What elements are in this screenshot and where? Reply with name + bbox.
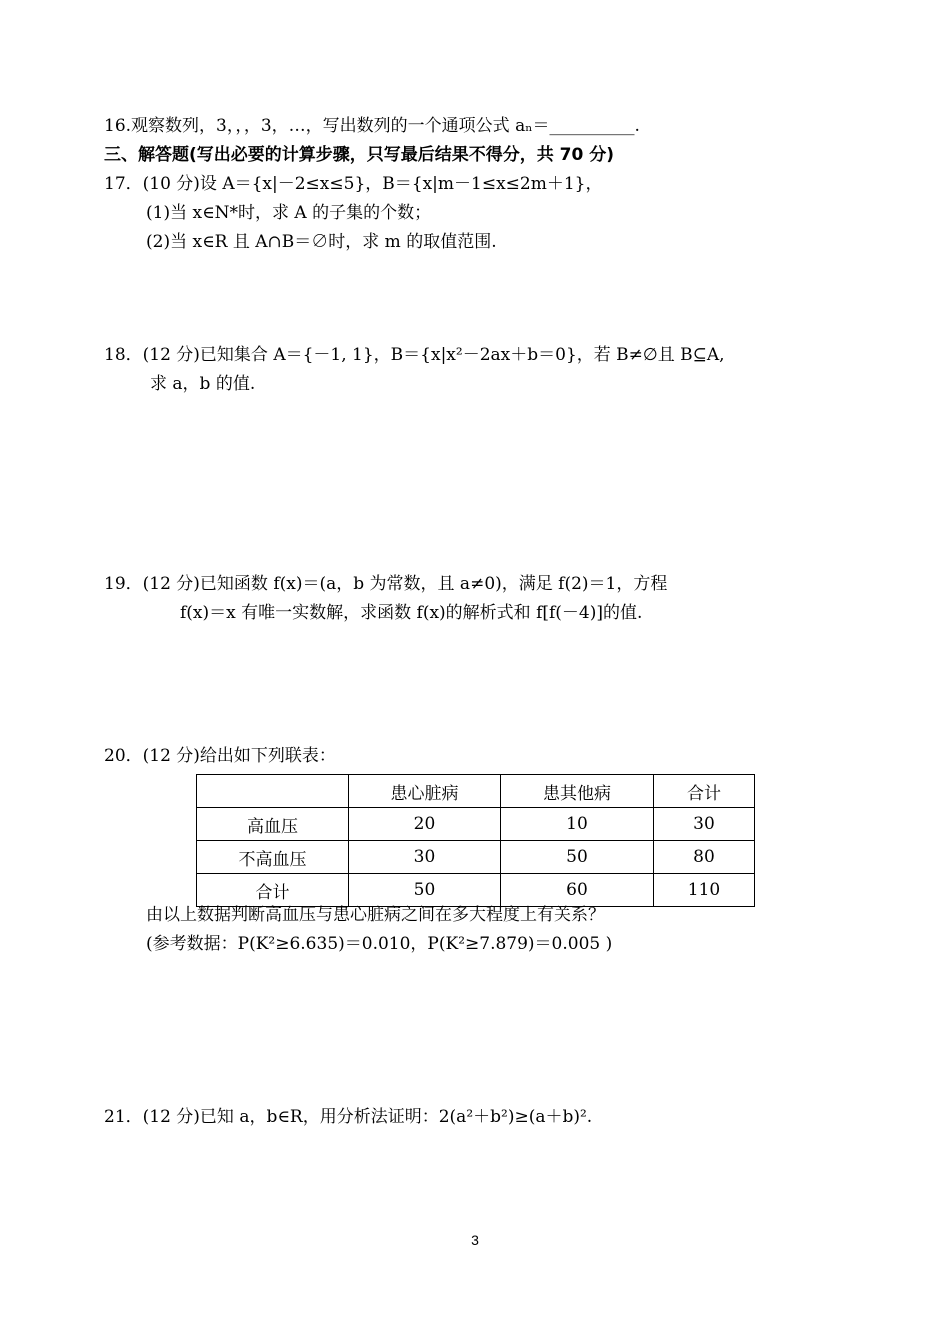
question-20-stem: 20．(12 分)给出如下列联表： (104, 746, 336, 766)
question-17-stem: 17．(10 分)设 A＝{x|－2≤x≤5}，B＝{x|m－1≤x≤2m＋1}， (104, 174, 603, 194)
table-cell: 高血压 (197, 808, 349, 841)
table-header-cell (197, 775, 349, 808)
question-17-part-2: (2)当 x∈R 且 A∩B＝∅时，求 m 的取值范围. (146, 232, 497, 252)
table-cell: 80 (654, 841, 755, 874)
table-cell: 不高血压 (197, 841, 349, 874)
table-row (197, 841, 755, 874)
section-3-heading: 三、解答题(写出必要的计算步骤，只写最后结果不得分，共 70 分) (104, 145, 615, 165)
table-header-cell: 合计 (654, 775, 755, 808)
table-header-cell: 患其他病 (501, 775, 654, 808)
table-cell: 60 (501, 874, 654, 907)
question-20-reference: (参考数据：P(K²≥6.635)＝0.010，P(K²≥7.879)＝0.005 ) (146, 934, 613, 954)
table-header-row (197, 775, 755, 808)
table-header-cell: 患心脏病 (349, 775, 501, 808)
table-row (197, 808, 755, 841)
table-cell: 10 (501, 808, 654, 841)
question-18-continuation: 求 a，b 的值. (150, 374, 256, 394)
question-19-stem: 19．(12 分)已知函数 f(x)＝(a，b 为常数，且 a≠0)，满足 f(2)＝1，方程 (104, 574, 668, 594)
question-21: 21．(12 分)已知 a，b∈R，用分析法证明：2(a²＋b²)≥(a＋b)². (104, 1107, 593, 1127)
table-cell: 20 (349, 808, 501, 841)
question-17-part-1: (1)当 x∈N*时，求 A 的子集的个数； (146, 203, 432, 223)
table-cell: 110 (654, 874, 755, 907)
table-cell: 合计 (197, 874, 349, 907)
table-cell: 30 (349, 841, 501, 874)
table-cell: 30 (654, 808, 755, 841)
table-cell: 50 (501, 841, 654, 874)
question-20-question: 由以上数据判断高血压与患心脏病之间在多大程度上有关系？ (146, 905, 605, 925)
question-18-stem: 18．(12 分)已知集合 A＝{－1, 1}，B＝{x|x²－2ax＋b＝0}，若 B≠∅且 B⊆A, (104, 345, 725, 365)
question-19-continuation: f(x)＝x 有唯一实数解，求函数 f(x)的解析式和 f[f(－4)]的值. (180, 603, 643, 623)
question-16: 16.观察数列，3，，，3，…，写出数列的一个通项公式 aₙ＝__________. (104, 116, 640, 136)
contingency-table (196, 774, 755, 907)
table-row (197, 874, 755, 907)
table-cell: 50 (349, 874, 501, 907)
page-number: 3 (471, 1232, 479, 1248)
